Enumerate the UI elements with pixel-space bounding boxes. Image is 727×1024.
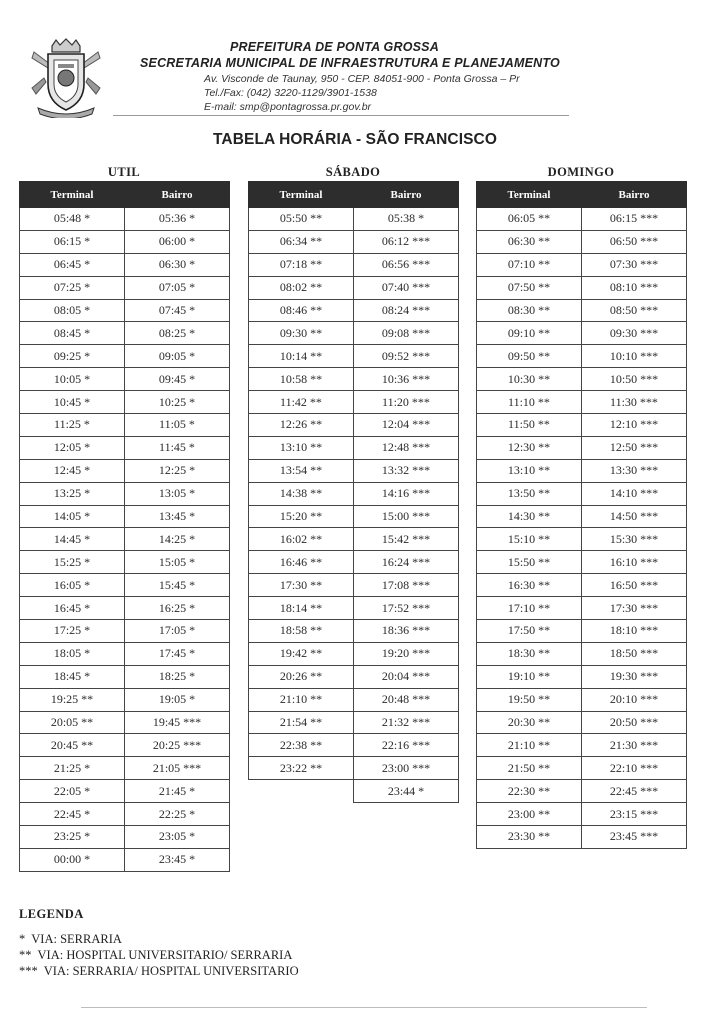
table-row bbox=[249, 253, 459, 276]
bairro-time-cell: 13:30 *** bbox=[582, 459, 687, 482]
letterhead bbox=[0, 0, 727, 120]
bairro-time-cell: 16:25 * bbox=[125, 597, 230, 620]
bairro-time-cell: 13:45 * bbox=[125, 505, 230, 528]
bairro-time-cell: 16:24 *** bbox=[354, 551, 459, 574]
table-row bbox=[477, 642, 687, 665]
table-row bbox=[249, 734, 459, 757]
bairro-time-cell: 14:10 *** bbox=[582, 482, 687, 505]
table-row bbox=[20, 734, 230, 757]
terminal-time-cell: 13:54 ** bbox=[249, 459, 354, 482]
terminal-time-cell: 06:34 ** bbox=[249, 230, 354, 253]
bairro-time-cell: 18:25 * bbox=[125, 665, 230, 688]
table-row bbox=[20, 711, 230, 734]
terminal-time-cell: 18:30 ** bbox=[477, 642, 582, 665]
bairro-time-cell: 23:45 * bbox=[125, 848, 230, 871]
table-row bbox=[477, 734, 687, 757]
bairro-time-cell: 10:25 * bbox=[125, 391, 230, 414]
terminal-time-cell: 20:30 ** bbox=[477, 711, 582, 734]
terminal-time-cell: 08:05 * bbox=[20, 299, 125, 322]
table-row bbox=[20, 665, 230, 688]
table-row bbox=[249, 368, 459, 391]
table-row bbox=[20, 253, 230, 276]
bairro-time-cell: 11:45 * bbox=[125, 436, 230, 459]
table-row bbox=[20, 551, 230, 574]
table-row bbox=[477, 253, 687, 276]
col-header-bairro: Bairro bbox=[582, 182, 687, 208]
table-row bbox=[249, 665, 459, 688]
table-row bbox=[477, 414, 687, 437]
schedule-table-sabado bbox=[248, 181, 459, 803]
table-row bbox=[249, 459, 459, 482]
bairro-time-cell: 06:12 *** bbox=[354, 230, 459, 253]
terminal-time-cell: 16:45 * bbox=[20, 597, 125, 620]
terminal-time-cell: 13:10 ** bbox=[249, 436, 354, 459]
bairro-time-cell: 23:15 *** bbox=[582, 803, 687, 826]
terminal-time-cell: 12:26 ** bbox=[249, 414, 354, 437]
bairro-time-cell: 20:04 *** bbox=[354, 665, 459, 688]
table-row bbox=[249, 322, 459, 345]
table-row bbox=[477, 368, 687, 391]
table-row bbox=[477, 620, 687, 643]
table-row bbox=[20, 528, 230, 551]
table-row bbox=[249, 780, 459, 803]
bairro-time-cell: 11:20 *** bbox=[354, 391, 459, 414]
bairro-time-cell: 21:30 *** bbox=[582, 734, 687, 757]
org-department: SECRETARIA MUNICIPAL DE INFRAESTRUTURA E PLANEJAMENTO bbox=[140, 56, 560, 70]
table-row bbox=[20, 780, 230, 803]
terminal-time-cell: 23:25 * bbox=[20, 826, 125, 849]
terminal-time-cell: 08:46 ** bbox=[249, 299, 354, 322]
table-row bbox=[249, 574, 459, 597]
bairro-time-cell: 13:32 *** bbox=[354, 459, 459, 482]
org-name: PREFEITURA DE PONTA GROSSA bbox=[230, 40, 439, 54]
empty-cell bbox=[249, 780, 354, 803]
terminal-time-cell: 06:45 * bbox=[20, 253, 125, 276]
table-row bbox=[20, 826, 230, 849]
bairro-time-cell: 21:32 *** bbox=[354, 711, 459, 734]
terminal-time-cell: 00:00 * bbox=[20, 848, 125, 871]
terminal-time-cell: 18:14 ** bbox=[249, 597, 354, 620]
terminal-time-cell: 09:30 ** bbox=[249, 322, 354, 345]
bairro-time-cell: 07:40 *** bbox=[354, 276, 459, 299]
bairro-time-cell: 22:16 *** bbox=[354, 734, 459, 757]
terminal-time-cell: 09:25 * bbox=[20, 345, 125, 368]
terminal-time-cell: 13:50 ** bbox=[477, 482, 582, 505]
terminal-time-cell: 10:58 ** bbox=[249, 368, 354, 391]
bairro-time-cell: 20:25 *** bbox=[125, 734, 230, 757]
legend-item: *** VIA: SERRARIA/ HOSPITAL UNIVERSITARIO bbox=[19, 964, 299, 978]
table-row bbox=[477, 597, 687, 620]
org-email: E-mail: smp@pontagrossa.pr.gov.br bbox=[204, 101, 372, 113]
terminal-time-cell: 17:50 ** bbox=[477, 620, 582, 643]
terminal-time-cell: 14:05 * bbox=[20, 505, 125, 528]
table-row bbox=[477, 276, 687, 299]
table-row bbox=[20, 208, 230, 231]
bairro-time-cell: 22:10 *** bbox=[582, 757, 687, 780]
table-row bbox=[20, 368, 230, 391]
terminal-time-cell: 15:20 ** bbox=[249, 505, 354, 528]
legend-item: * VIA: SERRARIA bbox=[19, 932, 122, 946]
col-header-terminal: Terminal bbox=[20, 182, 125, 208]
table-row bbox=[20, 803, 230, 826]
terminal-time-cell: 23:30 ** bbox=[477, 826, 582, 849]
bairro-time-cell: 05:36 * bbox=[125, 208, 230, 231]
bairro-time-cell: 08:24 *** bbox=[354, 299, 459, 322]
table-row bbox=[249, 597, 459, 620]
table-row bbox=[477, 757, 687, 780]
terminal-time-cell: 15:50 ** bbox=[477, 551, 582, 574]
bairro-time-cell: 15:45 * bbox=[125, 574, 230, 597]
table-row bbox=[249, 299, 459, 322]
schedule-table-domingo bbox=[476, 181, 687, 849]
table-row bbox=[20, 688, 230, 711]
bairro-time-cell: 22:45 *** bbox=[582, 780, 687, 803]
bairro-time-cell: 07:05 * bbox=[125, 276, 230, 299]
terminal-time-cell: 22:30 ** bbox=[477, 780, 582, 803]
terminal-time-cell: 16:02 ** bbox=[249, 528, 354, 551]
bairro-time-cell: 07:30 *** bbox=[582, 253, 687, 276]
terminal-time-cell: 06:15 * bbox=[20, 230, 125, 253]
table-row bbox=[249, 505, 459, 528]
schedule-util bbox=[19, 164, 230, 872]
terminal-time-cell: 19:42 ** bbox=[249, 642, 354, 665]
bairro-time-cell: 19:45 *** bbox=[125, 711, 230, 734]
table-row bbox=[477, 826, 687, 849]
terminal-time-cell: 16:46 ** bbox=[249, 551, 354, 574]
table-row bbox=[20, 482, 230, 505]
terminal-time-cell: 23:00 ** bbox=[477, 803, 582, 826]
org-phone: Tel./Fax: (042) 3220-1129/3901-1538 bbox=[204, 87, 377, 99]
bairro-time-cell: 06:00 * bbox=[125, 230, 230, 253]
bairro-time-cell: 19:30 *** bbox=[582, 665, 687, 688]
terminal-time-cell: 20:05 ** bbox=[20, 711, 125, 734]
table-row bbox=[477, 436, 687, 459]
table-row bbox=[477, 208, 687, 231]
bairro-time-cell: 08:50 *** bbox=[582, 299, 687, 322]
terminal-time-cell: 18:58 ** bbox=[249, 620, 354, 643]
bairro-time-cell: 12:25 * bbox=[125, 459, 230, 482]
table-row bbox=[249, 688, 459, 711]
table-row bbox=[249, 414, 459, 437]
bairro-time-cell: 08:25 * bbox=[125, 322, 230, 345]
bairro-time-cell: 20:50 *** bbox=[582, 711, 687, 734]
terminal-time-cell: 10:14 ** bbox=[249, 345, 354, 368]
terminal-time-cell: 11:50 ** bbox=[477, 414, 582, 437]
table-row bbox=[477, 505, 687, 528]
terminal-time-cell: 11:25 * bbox=[20, 414, 125, 437]
terminal-time-cell: 19:25 ** bbox=[20, 688, 125, 711]
terminal-time-cell: 18:05 * bbox=[20, 642, 125, 665]
terminal-time-cell: 19:50 ** bbox=[477, 688, 582, 711]
legend-item: ** VIA: HOSPITAL UNIVERSITARIO/ SERRARIA bbox=[19, 948, 293, 962]
terminal-time-cell: 12:05 * bbox=[20, 436, 125, 459]
bairro-time-cell: 09:45 * bbox=[125, 368, 230, 391]
terminal-time-cell: 13:25 * bbox=[20, 482, 125, 505]
bairro-time-cell: 12:48 *** bbox=[354, 436, 459, 459]
page-title: TABELA HORÁRIA - SÃO FRANCISCO bbox=[213, 131, 497, 148]
bairro-time-cell: 20:48 *** bbox=[354, 688, 459, 711]
terminal-time-cell: 21:10 ** bbox=[249, 688, 354, 711]
terminal-time-cell: 15:10 ** bbox=[477, 528, 582, 551]
terminal-time-cell: 12:45 * bbox=[20, 459, 125, 482]
bairro-time-cell: 06:50 *** bbox=[582, 230, 687, 253]
bairro-time-cell: 16:50 *** bbox=[582, 574, 687, 597]
bairro-time-cell: 07:45 * bbox=[125, 299, 230, 322]
bairro-time-cell: 11:05 * bbox=[125, 414, 230, 437]
table-row bbox=[249, 528, 459, 551]
footer-divider bbox=[81, 1007, 647, 1008]
terminal-time-cell: 14:45 * bbox=[20, 528, 125, 551]
bairro-time-cell: 15:05 * bbox=[125, 551, 230, 574]
bairro-time-cell: 06:15 *** bbox=[582, 208, 687, 231]
terminal-time-cell: 08:45 * bbox=[20, 322, 125, 345]
table-row bbox=[477, 665, 687, 688]
bairro-time-cell: 22:25 * bbox=[125, 803, 230, 826]
bairro-time-cell: 18:50 *** bbox=[582, 642, 687, 665]
table-row bbox=[477, 574, 687, 597]
terminal-time-cell: 21:54 ** bbox=[249, 711, 354, 734]
bairro-time-cell: 23:45 *** bbox=[582, 826, 687, 849]
terminal-time-cell: 21:50 ** bbox=[477, 757, 582, 780]
table-row bbox=[20, 459, 230, 482]
table-row bbox=[249, 345, 459, 368]
terminal-time-cell: 12:30 ** bbox=[477, 436, 582, 459]
table-row bbox=[477, 803, 687, 826]
terminal-time-cell: 18:45 * bbox=[20, 665, 125, 688]
table-row bbox=[249, 436, 459, 459]
terminal-time-cell: 07:50 ** bbox=[477, 276, 582, 299]
schedule-label: UTIL bbox=[107, 165, 141, 179]
bairro-time-cell: 15:30 *** bbox=[582, 528, 687, 551]
terminal-time-cell: 08:02 ** bbox=[249, 276, 354, 299]
terminal-time-cell: 15:25 * bbox=[20, 551, 125, 574]
terminal-time-cell: 16:30 ** bbox=[477, 574, 582, 597]
terminal-time-cell: 07:25 * bbox=[20, 276, 125, 299]
table-row bbox=[20, 848, 230, 871]
terminal-time-cell: 10:45 * bbox=[20, 391, 125, 414]
bairro-time-cell: 13:05 * bbox=[125, 482, 230, 505]
terminal-time-cell: 22:38 ** bbox=[249, 734, 354, 757]
bairro-time-cell: 11:30 *** bbox=[582, 391, 687, 414]
bairro-time-cell: 10:50 *** bbox=[582, 368, 687, 391]
table-row bbox=[477, 688, 687, 711]
table-row bbox=[249, 711, 459, 734]
schedule-label: SÁBADO bbox=[325, 165, 381, 179]
schedule-domingo bbox=[476, 164, 687, 849]
bairro-time-cell: 05:38 * bbox=[354, 208, 459, 231]
terminal-time-cell: 17:30 ** bbox=[249, 574, 354, 597]
terminal-time-cell: 23:22 ** bbox=[249, 757, 354, 780]
table-row bbox=[249, 482, 459, 505]
bairro-time-cell: 18:10 *** bbox=[582, 620, 687, 643]
terminal-time-cell: 08:30 ** bbox=[477, 299, 582, 322]
terminal-time-cell: 06:30 ** bbox=[477, 230, 582, 253]
bairro-time-cell: 23:00 *** bbox=[354, 757, 459, 780]
bairro-time-cell: 06:56 *** bbox=[354, 253, 459, 276]
terminal-time-cell: 21:10 ** bbox=[477, 734, 582, 757]
bairro-time-cell: 14:25 * bbox=[125, 528, 230, 551]
bairro-time-cell: 18:36 *** bbox=[354, 620, 459, 643]
bairro-time-cell: 23:05 * bbox=[125, 826, 230, 849]
col-header-terminal: Terminal bbox=[249, 182, 354, 208]
bairro-time-cell: 15:00 *** bbox=[354, 505, 459, 528]
bairro-time-cell: 20:10 *** bbox=[582, 688, 687, 711]
table-row bbox=[20, 597, 230, 620]
table-row bbox=[20, 230, 230, 253]
bairro-time-cell: 17:08 *** bbox=[354, 574, 459, 597]
bairro-time-cell: 12:04 *** bbox=[354, 414, 459, 437]
terminal-time-cell: 14:30 ** bbox=[477, 505, 582, 528]
terminal-time-cell: 14:38 ** bbox=[249, 482, 354, 505]
bairro-time-cell: 12:10 *** bbox=[582, 414, 687, 437]
bairro-time-cell: 21:05 *** bbox=[125, 757, 230, 780]
terminal-time-cell: 09:50 ** bbox=[477, 345, 582, 368]
terminal-time-cell: 05:50 ** bbox=[249, 208, 354, 231]
terminal-time-cell: 10:05 * bbox=[20, 368, 125, 391]
table-row bbox=[20, 757, 230, 780]
header-divider bbox=[113, 115, 569, 116]
terminal-time-cell: 07:18 ** bbox=[249, 253, 354, 276]
terminal-time-cell: 17:25 * bbox=[20, 620, 125, 643]
terminal-time-cell: 09:10 ** bbox=[477, 322, 582, 345]
bairro-time-cell: 17:45 * bbox=[125, 642, 230, 665]
terminal-time-cell: 22:05 * bbox=[20, 780, 125, 803]
org-address: Av. Visconde de Taunay, 950 - CEP. 84051-900 - Ponta Grossa – Pr bbox=[204, 73, 520, 85]
table-row bbox=[477, 391, 687, 414]
bairro-time-cell: 15:42 *** bbox=[354, 528, 459, 551]
table-row bbox=[20, 322, 230, 345]
terminal-time-cell: 11:42 ** bbox=[249, 391, 354, 414]
table-row bbox=[249, 230, 459, 253]
table-row bbox=[477, 780, 687, 803]
terminal-time-cell: 21:25 * bbox=[20, 757, 125, 780]
bairro-time-cell: 12:50 *** bbox=[582, 436, 687, 459]
bairro-time-cell: 06:30 * bbox=[125, 253, 230, 276]
terminal-time-cell: 11:10 ** bbox=[477, 391, 582, 414]
bairro-time-cell: 17:30 *** bbox=[582, 597, 687, 620]
terminal-time-cell: 20:26 ** bbox=[249, 665, 354, 688]
bairro-time-cell: 10:10 *** bbox=[582, 345, 687, 368]
table-row bbox=[477, 551, 687, 574]
terminal-time-cell: 13:10 ** bbox=[477, 459, 582, 482]
bairro-time-cell: 17:05 * bbox=[125, 620, 230, 643]
bairro-time-cell: 14:16 *** bbox=[354, 482, 459, 505]
table-row bbox=[477, 230, 687, 253]
bairro-time-cell: 09:52 *** bbox=[354, 345, 459, 368]
table-row bbox=[20, 505, 230, 528]
table-row bbox=[477, 345, 687, 368]
bairro-time-cell: 23:44 * bbox=[354, 780, 459, 803]
bairro-time-cell: 16:10 *** bbox=[582, 551, 687, 574]
table-row bbox=[20, 414, 230, 437]
terminal-time-cell: 07:10 ** bbox=[477, 253, 582, 276]
table-row bbox=[20, 391, 230, 414]
table-row bbox=[477, 322, 687, 345]
col-header-terminal: Terminal bbox=[477, 182, 582, 208]
table-row bbox=[20, 574, 230, 597]
table-row bbox=[20, 642, 230, 665]
municipal-crest-icon bbox=[30, 38, 102, 118]
terminal-time-cell: 16:05 * bbox=[20, 574, 125, 597]
bairro-time-cell: 21:45 * bbox=[125, 780, 230, 803]
terminal-time-cell: 22:45 * bbox=[20, 803, 125, 826]
terminal-time-cell: 10:30 ** bbox=[477, 368, 582, 391]
table-row bbox=[249, 620, 459, 643]
table-row bbox=[477, 459, 687, 482]
table-row bbox=[20, 436, 230, 459]
col-header-bairro: Bairro bbox=[354, 182, 459, 208]
schedule-label: DOMINGO bbox=[547, 165, 615, 179]
table-row bbox=[20, 276, 230, 299]
table-row bbox=[20, 345, 230, 368]
table-row bbox=[249, 208, 459, 231]
table-row bbox=[249, 642, 459, 665]
bairro-time-cell: 09:05 * bbox=[125, 345, 230, 368]
table-row bbox=[477, 299, 687, 322]
bairro-time-cell: 19:20 *** bbox=[354, 642, 459, 665]
schedule-table-util bbox=[19, 181, 230, 872]
legend-title: LEGENDA bbox=[19, 907, 84, 921]
bairro-time-cell: 17:52 *** bbox=[354, 597, 459, 620]
table-row bbox=[249, 276, 459, 299]
table-row bbox=[477, 528, 687, 551]
terminal-time-cell: 19:10 ** bbox=[477, 665, 582, 688]
bairro-time-cell: 09:08 *** bbox=[354, 322, 459, 345]
terminal-time-cell: 17:10 ** bbox=[477, 597, 582, 620]
bairro-time-cell: 08:10 *** bbox=[582, 276, 687, 299]
table-row bbox=[20, 299, 230, 322]
table-row bbox=[249, 551, 459, 574]
terminal-time-cell: 06:05 ** bbox=[477, 208, 582, 231]
table-row bbox=[249, 391, 459, 414]
schedule-sabado bbox=[248, 164, 459, 803]
bairro-time-cell: 10:36 *** bbox=[354, 368, 459, 391]
terminal-time-cell: 05:48 * bbox=[20, 208, 125, 231]
bairro-time-cell: 14:50 *** bbox=[582, 505, 687, 528]
bairro-time-cell: 19:05 * bbox=[125, 688, 230, 711]
bairro-time-cell: 09:30 *** bbox=[582, 322, 687, 345]
terminal-time-cell: 20:45 ** bbox=[20, 734, 125, 757]
table-row bbox=[20, 620, 230, 643]
table-row bbox=[249, 757, 459, 780]
col-header-bairro: Bairro bbox=[125, 182, 230, 208]
table-row bbox=[477, 711, 687, 734]
table-row bbox=[477, 482, 687, 505]
